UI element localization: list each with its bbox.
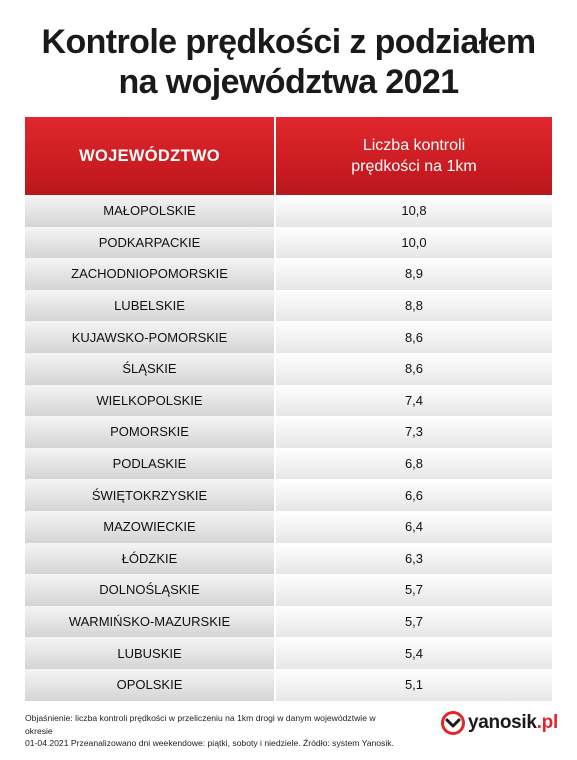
yanosik-logo-icon — [441, 711, 465, 735]
value-cell: 8,6 — [276, 321, 552, 353]
region-cell: POMORSKIE — [25, 416, 274, 448]
table-header — [25, 117, 552, 195]
region-cell: ZACHODNIOPOMORSKIE — [25, 258, 274, 290]
value-cell: 5,7 — [276, 606, 552, 638]
value-cell: 8,6 — [276, 353, 552, 385]
region-cell: WIELKOPOLSKIE — [25, 385, 274, 417]
value-cell: 8,8 — [276, 290, 552, 322]
value-cell: 10,8 — [276, 195, 552, 227]
table-row — [25, 543, 552, 575]
table-row — [25, 195, 552, 227]
footnote — [25, 712, 405, 750]
region-cell: LUBELSKIE — [25, 290, 274, 322]
region-cell: MAZOWIECKIE — [25, 511, 274, 543]
region-cell: PODLASKIE — [25, 448, 274, 480]
title-line-1: Kontrole prędkości z podziałem — [41, 23, 536, 61]
table-row — [25, 637, 552, 669]
table-row — [25, 448, 552, 480]
speed-control-table — [25, 117, 552, 701]
value-cell: 6,6 — [276, 479, 552, 511]
value-cell: 8,9 — [276, 258, 552, 290]
region-cell: PODKARPACKIE — [25, 227, 274, 259]
value-cell: 10,0 — [276, 227, 552, 259]
table-row — [25, 290, 552, 322]
table-row — [25, 479, 552, 511]
region-cell: DOLNOŚLĄSKIE — [25, 574, 274, 606]
table-row — [25, 606, 552, 638]
yanosik-logo — [441, 711, 558, 735]
value-cell: 5,7 — [276, 574, 552, 606]
value-cell: 6,8 — [276, 448, 552, 480]
page-title — [0, 22, 577, 102]
region-cell: ŁÓDZKIE — [25, 543, 274, 575]
region-cell: LUBUSKIE — [25, 637, 274, 669]
title-line-2: na województwa 2021 — [118, 63, 459, 101]
table-row — [25, 258, 552, 290]
header-value-line-1: Liczba kontroli — [362, 137, 466, 154]
logo-text — [468, 712, 558, 734]
header-value — [276, 117, 552, 195]
value-cell: 7,4 — [276, 385, 552, 417]
table-row — [25, 669, 552, 701]
table-row — [25, 416, 552, 448]
table-row — [25, 227, 552, 259]
region-cell: WARMIŃSKO-MAZURSKIE — [25, 606, 274, 638]
header-region: WOJEWÓDZTWO — [25, 117, 274, 195]
logo-tld: .pl — [536, 712, 558, 733]
value-cell: 6,4 — [276, 511, 552, 543]
region-cell: ŚWIĘTOKRZYSKIE — [25, 479, 274, 511]
value-cell: 6,3 — [276, 543, 552, 575]
logo-name: yanosik — [468, 712, 537, 733]
table-row — [25, 511, 552, 543]
table-row — [25, 321, 552, 353]
table-row — [25, 574, 552, 606]
value-cell: 7,3 — [276, 416, 552, 448]
region-cell: ŚLĄSKIE — [25, 353, 274, 385]
region-cell: OPOLSKIE — [25, 669, 274, 701]
value-cell: 5,4 — [276, 637, 552, 669]
region-cell: KUJAWSKO-POMORSKIE — [25, 321, 274, 353]
table-body — [25, 195, 552, 701]
value-cell: 5,1 — [276, 669, 552, 701]
table-row — [25, 385, 552, 417]
region-cell: MAŁOPOLSKIE — [25, 195, 274, 227]
header-value-line-2: prędkości na 1km — [351, 158, 477, 175]
footnote-line-2: 01-04.2021 Przeanalizowano dni weekendowe: piątki, soboty i niedziele. Źródło: system Yanosik. — [25, 738, 394, 748]
footnote-line-1: Objaśnienie: liczba kontroli prędkości w przeliczeniu na 1km drogi w danym województwie w okresie — [25, 713, 376, 736]
table-row — [25, 353, 552, 385]
